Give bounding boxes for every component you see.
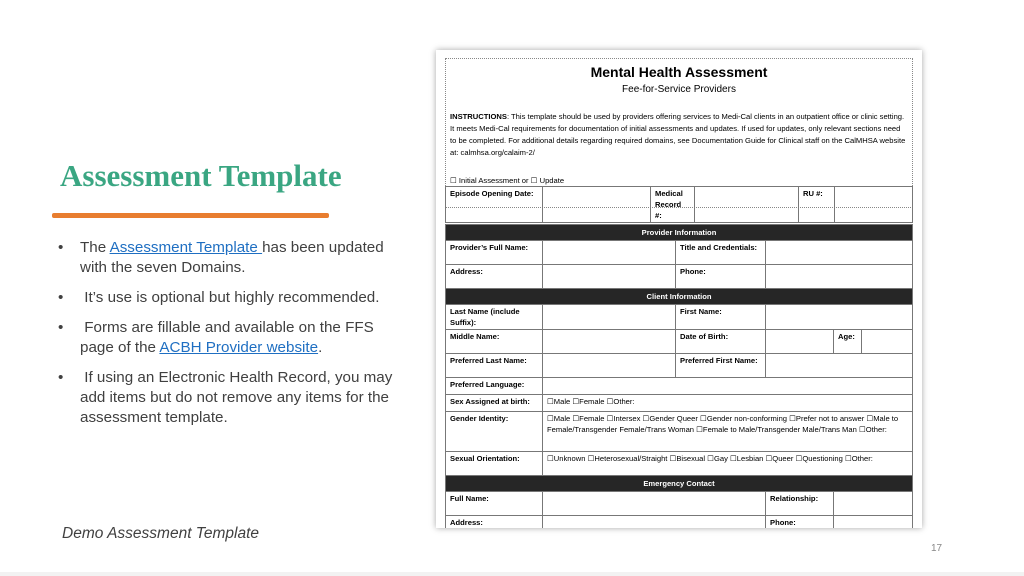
page-number: 17 — [931, 543, 943, 554]
dob-label: Date of Birth: — [676, 330, 766, 354]
document-title: Mental Health Assessment — [590, 64, 768, 80]
preferred-language-label: Preferred Language: — [446, 378, 543, 395]
sexual-orientation-label: Sexual Orientation: — [446, 452, 543, 476]
bullet-item: • Forms are fillable and available on the FFS page of the ACBH Provider website. — [58, 319, 374, 356]
episode-date-label: Episode Opening Date: — [446, 187, 543, 223]
last-name-label: Last Name (include Suffix): — [446, 305, 543, 330]
episode-table — [445, 186, 913, 223]
assessment-type-checkboxes: ☐ Initial Assessment or ☐ Update — [450, 176, 565, 185]
assessment-template-link[interactable]: Assessment Template — [109, 239, 263, 256]
title-underline — [52, 213, 329, 218]
sex-assigned-label: Sex Assigned at birth: — [446, 395, 543, 412]
emergency-section-header: Emergency Contact — [446, 476, 913, 492]
first-name-label: First Name: — [676, 305, 766, 330]
bullet-item: • The Assessment Template has been updated with the seven Domains. — [58, 239, 384, 276]
emergency-address-label: Address: — [446, 516, 543, 529]
provider-address-label: Address: — [446, 265, 543, 289]
bullet-item: • If using an Electronic Health Record, you may add items but do not remove any items for the assessment template. — [58, 369, 393, 426]
caption: Demo Assessment Template — [62, 525, 259, 542]
provider-phone-label: Phone: — [676, 265, 766, 289]
middle-name-label: Middle Name: — [446, 330, 543, 354]
bullet-item: • It’s use is optional but highly recommended. — [58, 289, 380, 306]
client-section-header: Client Information — [446, 289, 913, 305]
medical-record-field — [695, 187, 799, 223]
episode-date-field — [543, 187, 651, 223]
orientation-options: ☐Unknown ☐Heterosexual/Straight ☐Bisexual ☐Gay ☐Lesbian ☐Queer ☐Questioning ☐Other: — [543, 452, 913, 476]
emergency-full-name-label: Full Name: — [446, 492, 543, 516]
provider-section-header: Provider Information — [446, 225, 913, 241]
provider-name-label: Provider’s Full Name: — [446, 241, 543, 265]
assessment-template-image — [436, 50, 922, 528]
gender-options: ☐Male ☐Female ☐Intersex ☐Gender Queer ☐Gender non-conforming ☐Prefer not to answer ☐Male to Female/Transgender Female/Trans Woman ☐Female to Male/Transgender Male/Trans Man ☐Other: — [543, 412, 913, 452]
emergency-phone-label: Phone: — [766, 516, 834, 529]
footer-bar — [0, 572, 1024, 576]
document-subtitle: Fee-for-Service Providers — [622, 84, 736, 95]
bullet-list — [58, 238, 398, 438]
preferred-first-name-label: Preferred First Name: — [676, 354, 766, 378]
relationship-label: Relationship: — [766, 492, 834, 516]
medical-record-label: Medical Record #: — [651, 187, 695, 223]
acbh-provider-website-link[interactable]: ACBH Provider website — [159, 339, 319, 356]
ru-label: RU #: — [799, 187, 835, 223]
gender-identity-label: Gender Identity: — [446, 412, 543, 452]
ru-field — [835, 187, 913, 223]
assessment-form-table — [445, 224, 913, 528]
instructions: INSTRUCTIONS: This template should be used by providers offering services to Medi-Cal clients in an outpatient office or clinic setting. It meets Medi-Cal requirements for documentation of initial assessments and updates. If used for updates, only relevant sections need to be completed. For additional details regarding required domains, see Documentation Guide for Clinical staff on the CalMHSA website at: calmhsa.org/calaim-2/ — [450, 112, 906, 157]
preferred-last-name-label: Preferred Last Name: — [446, 354, 543, 378]
sex-options: ☐Male ☐Female ☐Other: — [543, 395, 913, 412]
age-label: Age: — [834, 330, 862, 354]
slide-title: Assessment Template — [60, 158, 342, 193]
title-credentials-label: Title and Credentials: — [676, 241, 766, 265]
